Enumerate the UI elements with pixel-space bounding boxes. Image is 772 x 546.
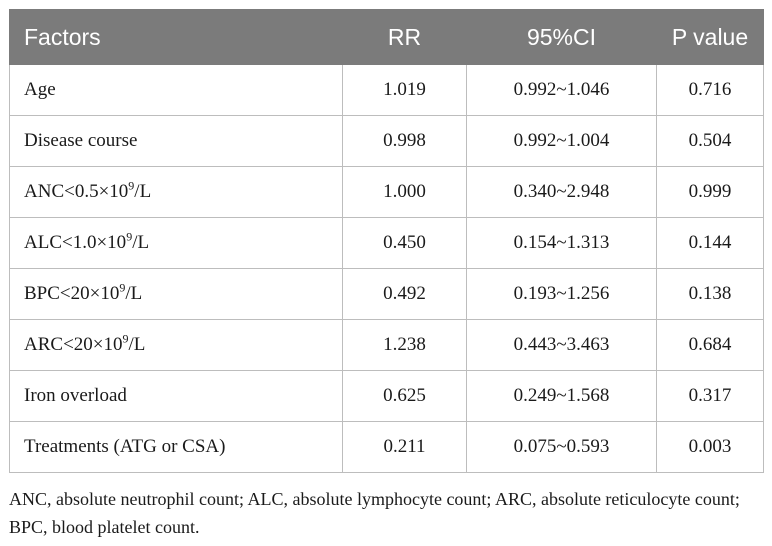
factor-unit: /L (134, 181, 152, 202)
table-row (10, 167, 764, 218)
factor-exponent: 9 (122, 331, 129, 346)
cell-rr: 0.998 (343, 116, 467, 167)
factor-text: ALC<1.0×10 (24, 232, 127, 253)
header-rr: RR (343, 10, 467, 65)
cell-ci: 0.193~1.256 (467, 269, 657, 320)
table-row (10, 422, 764, 473)
cell-rr: 1.000 (343, 167, 467, 218)
table-footnote: ANC, absolute neutrophil count; ALC, absolute lymphocyte count; ARC, absolute reticulocyte count; BPC, blood platelet count. (9, 489, 740, 537)
cell-ci: 0.075~0.593 (467, 422, 657, 473)
cell-factor (10, 65, 343, 116)
cell-p: 0.138 (657, 269, 764, 320)
table-row (10, 371, 764, 422)
cell-p: 0.716 (657, 65, 764, 116)
cell-ci: 0.154~1.313 (467, 218, 657, 269)
cell-p: 0.003 (657, 422, 764, 473)
cell-rr: 0.211 (343, 422, 467, 473)
cell-factor (10, 320, 343, 371)
factor-unit: /L (132, 232, 150, 253)
table-container (9, 9, 763, 541)
cell-factor (10, 218, 343, 269)
results-table (9, 9, 764, 473)
cell-p: 0.504 (657, 116, 764, 167)
factor-text: Treatments (ATG or CSA) (24, 436, 226, 457)
table-row (10, 269, 764, 320)
cell-factor (10, 116, 343, 167)
factor-exponent: 9 (126, 229, 133, 244)
cell-rr: 1.238 (343, 320, 467, 371)
cell-rr: 1.019 (343, 65, 467, 116)
factor-text: Iron overload (24, 385, 127, 406)
cell-factor (10, 371, 343, 422)
cell-ci: 0.340~2.948 (467, 167, 657, 218)
cell-p: 0.684 (657, 320, 764, 371)
cell-factor (10, 167, 343, 218)
factor-unit: /L (128, 334, 146, 355)
table-row (10, 116, 764, 167)
factor-text: Age (24, 79, 56, 100)
factor-text: Disease course (24, 130, 138, 151)
cell-rr: 0.450 (343, 218, 467, 269)
cell-ci: 0.443~3.463 (467, 320, 657, 371)
cell-ci: 0.992~1.004 (467, 116, 657, 167)
cell-p: 0.999 (657, 167, 764, 218)
cell-ci: 0.992~1.046 (467, 65, 657, 116)
cell-p: 0.317 (657, 371, 764, 422)
cell-factor (10, 422, 343, 473)
cell-p: 0.144 (657, 218, 764, 269)
header-factors: Factors (10, 10, 343, 65)
cell-ci: 0.249~1.568 (467, 371, 657, 422)
factor-exponent: 9 (119, 280, 126, 295)
table-row (10, 65, 764, 116)
cell-rr: 0.492 (343, 269, 467, 320)
table-row (10, 320, 764, 371)
factor-exponent: 9 (128, 178, 135, 193)
factor-text: ANC<0.5×10 (24, 181, 129, 202)
table-row (10, 218, 764, 269)
cell-factor (10, 269, 343, 320)
factor-unit: /L (125, 283, 143, 304)
header-ci: 95%CI (467, 10, 657, 65)
table-header-row (10, 10, 764, 65)
factor-text: BPC<20×10 (24, 283, 120, 304)
factor-text: ARC<20×10 (24, 334, 123, 355)
cell-rr: 0.625 (343, 371, 467, 422)
header-p-value: P value (657, 10, 764, 65)
